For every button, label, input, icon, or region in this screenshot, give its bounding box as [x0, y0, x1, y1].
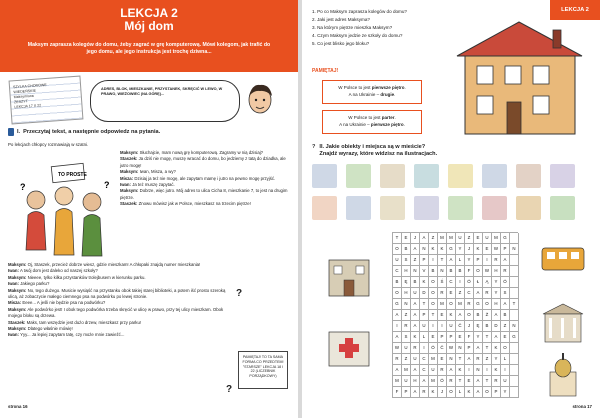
grid-letter: A	[411, 310, 420, 321]
grid-letter: Ę	[474, 321, 483, 332]
grid-letter: Ó	[501, 277, 510, 288]
grid-letter: B	[411, 277, 420, 288]
grid-letter: O	[501, 343, 510, 354]
question-item: 4. Czym Maksym jedzie ze szkoły do domu?	[312, 33, 403, 38]
grid-letter: A	[393, 310, 402, 321]
grid-letter: E	[483, 244, 492, 255]
grid-letter: U	[402, 343, 411, 354]
lesson-intro: Maksym zaprasza kolegów do domu, żeby zagrać w grę komputerową. Mówi kolegom, jak trafić do jego domu, ale jego instrukcja jest trochę dziwna...	[27, 42, 271, 55]
grid-letter: F	[465, 332, 474, 343]
grid-letter: O	[429, 277, 438, 288]
grid-letter: O	[393, 288, 402, 299]
grid-letter: I	[456, 277, 465, 288]
grid-letter: Z	[456, 288, 465, 299]
grid-letter: U	[402, 376, 411, 387]
dialog-line: Maksym: Nieeee, tylko kilka przystanków trolejbusem w kierunku parku.	[8, 274, 146, 280]
grid-letter: U	[501, 376, 510, 387]
sign-text: TO PROSTE	[58, 172, 87, 178]
exercise-number: I.	[17, 129, 21, 135]
section2-title: Jakie obiekty i miejsca są w mieście?	[325, 144, 426, 150]
dialog-line: Maksym: No, tego dużego. Musicie wysiąść na przystanku obok takiej starej biblioteki, a potem iść prosto szeroką ulicą, aż zobaczycie małego ciemnego psa na podwórku po lewej stronie.	[8, 287, 226, 300]
grid-letter: E	[474, 233, 483, 244]
bank-icon	[380, 196, 405, 220]
grid-letter: R	[438, 288, 447, 299]
grid-letter: P	[402, 387, 411, 398]
grid-letter	[510, 387, 519, 398]
objects-row-2	[312, 196, 575, 220]
library-icon	[550, 164, 575, 188]
grid-letter: U	[447, 321, 456, 332]
grid-letter: O	[474, 266, 483, 277]
grid-letter: P	[501, 244, 510, 255]
grid-letter: S	[402, 255, 411, 266]
grid-letter: O	[447, 387, 456, 398]
grid-letter: I	[501, 365, 510, 376]
grid-letter: U	[411, 288, 420, 299]
grid-letter: Y	[501, 387, 510, 398]
grid-letter: E	[501, 332, 510, 343]
grid-letter: V	[420, 266, 429, 277]
grid-letter: A	[474, 288, 483, 299]
boy-head-illustration	[244, 80, 276, 118]
house-illustration	[447, 18, 592, 138]
grid-letter: E	[438, 310, 447, 321]
grid-letter: A	[465, 354, 474, 365]
grid-letter: A	[474, 387, 483, 398]
grid-letter: A	[411, 244, 420, 255]
grid-letter: H	[411, 376, 420, 387]
notebook-line: SZYLKA CHOROWE	[12, 82, 47, 90]
grid-letter: E	[429, 332, 438, 343]
grid-letter: R	[492, 376, 501, 387]
park-icon	[550, 196, 575, 220]
grid-letter: O	[483, 299, 492, 310]
grid-letter: R	[474, 354, 483, 365]
grid-letter: A	[393, 332, 402, 343]
grid-letter: A	[501, 299, 510, 310]
grid-letter: O	[465, 310, 474, 321]
dialog-line: Staszek: Ja dziś nie mogę, muszę wracać do domu, bo jedziemy z tatą do dziadka, ale jutro mogę!	[120, 156, 286, 168]
grid-letter: T	[456, 354, 465, 365]
grid-letter: N	[420, 244, 429, 255]
grid-letter: L	[456, 387, 465, 398]
grid-letter	[510, 354, 519, 365]
dialog-line: Misza: Eeee... A jeśli nie będzie psa na podwórku?	[8, 300, 106, 306]
grid-letter: R	[393, 354, 402, 365]
question-item: 2. Jaki jest adres Maksyma?	[312, 17, 370, 22]
grid-letter: P	[474, 255, 483, 266]
grid-letter: Ł	[474, 277, 483, 288]
grid-letter: M	[438, 299, 447, 310]
grid-letter: R	[483, 288, 492, 299]
grid-letter: K	[456, 365, 465, 376]
grid-letter: Y	[492, 288, 501, 299]
notebook-line: WIEDEŃSKIE	[13, 88, 37, 95]
grid-letter: N	[438, 266, 447, 277]
theatre-illustration	[538, 300, 588, 345]
notebook-line: LEKCJA 17 X 22	[14, 103, 42, 110]
grid-letter: H	[402, 266, 411, 277]
grid-letter: I	[465, 365, 474, 376]
building-illustration	[324, 250, 374, 300]
grid-letter: D	[492, 321, 501, 332]
grid-letter: Y	[465, 255, 474, 266]
grid-letter: Y	[492, 354, 501, 365]
floor-rule-box-2: W Polsce to jest parter. A na Ukrainie – pierwsze piętro.	[322, 110, 422, 134]
notebook-line: ZESZYT	[13, 99, 28, 105]
grid-letter: P	[438, 332, 447, 343]
grid-letter: T	[483, 376, 492, 387]
grid-letter: I	[429, 255, 438, 266]
hospital-illustration	[324, 320, 374, 370]
grid-letter: N	[402, 299, 411, 310]
grid-letter: N	[510, 244, 519, 255]
grid-letter: B	[483, 321, 492, 332]
grid-letter: F	[465, 266, 474, 277]
grid-letter: M	[438, 233, 447, 244]
page-number-right: strona 17	[572, 404, 592, 409]
grid-letter: Z	[465, 233, 474, 244]
grid-letter: T	[429, 310, 438, 321]
grid-letter	[510, 233, 519, 244]
notebook-illustration	[9, 76, 84, 125]
grid-letter: R	[501, 266, 510, 277]
grid-letter: Y	[474, 332, 483, 343]
grid-letter: L	[456, 255, 465, 266]
lesson-banner	[0, 0, 298, 72]
question-mark-decoration: ?	[236, 288, 243, 299]
grid-letter: P	[420, 255, 429, 266]
building-icon	[312, 164, 337, 188]
grid-letter: A	[411, 299, 420, 310]
grid-letter: M	[429, 376, 438, 387]
grid-letter: R	[402, 321, 411, 332]
grid-letter: P	[492, 387, 501, 398]
grid-letter: A	[447, 365, 456, 376]
grid-letter: T	[438, 255, 447, 266]
grid-letter: Z	[501, 321, 510, 332]
grid-letter: A	[411, 321, 420, 332]
svg-text:?: ?	[104, 180, 110, 190]
dialog-line: Iwan: Ja też muszę zapytać.	[120, 182, 175, 188]
grid-letter	[510, 266, 519, 277]
grid-letter: D	[420, 288, 429, 299]
grid-letter: T	[393, 233, 402, 244]
grid-letter: Z	[402, 310, 411, 321]
grid-letter: U	[420, 321, 429, 332]
grid-letter: A	[474, 343, 483, 354]
grid-letter: B	[501, 310, 510, 321]
grid-letter: Z	[483, 354, 492, 365]
grid-letter: I	[438, 321, 447, 332]
grid-letter: Y	[456, 244, 465, 255]
grid-letter: W	[447, 343, 456, 354]
grid-letter: K	[474, 244, 483, 255]
grid-letter: H	[492, 299, 501, 310]
grid-letter: Z	[411, 255, 420, 266]
exercise-2-heading	[312, 144, 437, 158]
grid-letter: Ś	[438, 277, 447, 288]
grid-letter: W	[393, 343, 402, 354]
grid-letter: B	[402, 244, 411, 255]
shop-icon	[312, 196, 337, 220]
dialog-line: Maksym: Oj, Staszek, przecież dobrze wiesz, gdzie mieszkam! A chłopaki znajdą numer mieszkania!	[8, 262, 201, 267]
grid-letter: N	[456, 343, 465, 354]
cinema-icon	[414, 196, 439, 220]
grid-letter: M	[429, 354, 438, 365]
grid-letter: Ó	[465, 277, 474, 288]
question-item: 5. Co jest blisko jego bloku?	[312, 41, 370, 46]
grid-letter	[510, 255, 519, 266]
grid-letter: R	[411, 343, 420, 354]
grid-letter: Ó	[429, 343, 438, 354]
objects-row-1	[312, 164, 575, 188]
grid-letter: O	[483, 387, 492, 398]
dialog-line: Maksym: Dobrze, więc jutro. Mój adres to ulica Cicha 8, mieszkanie 7, to jest na drugim piętrze.	[120, 188, 288, 200]
lesson-number: LEKCJA 2	[120, 6, 178, 20]
grid-letter: C	[420, 365, 429, 376]
section2-number: II.	[319, 144, 325, 150]
question-item: 3. Na którym piętrze mieszka Maksym?	[312, 25, 393, 30]
grid-letter: W	[492, 244, 501, 255]
lesson-tab: LEKCJA 2	[550, 0, 600, 20]
grid-letter: O	[393, 244, 402, 255]
vocabulary-bubble: ADRES, BLOK, MIESZKANIE, PRZYSTANEK, SKRĘCIĆ W LEWO, W PRAWO, WIEŻOWIEC (NA GÓRĘ)...	[90, 80, 240, 122]
grid-letter: G	[393, 299, 402, 310]
grid-letter: T	[420, 299, 429, 310]
grid-letter	[510, 277, 519, 288]
question-item: 1. Po co Maksym zaprasza kolegów do domu?	[312, 9, 407, 14]
grid-letter: B	[429, 266, 438, 277]
dialog-part-2	[8, 262, 288, 339]
ambulance-icon	[346, 196, 371, 220]
grid-letter: M	[393, 376, 402, 387]
grid-letter: U	[483, 233, 492, 244]
notebook-line: Maksymowa	[13, 93, 34, 100]
dialog-line: Misza: Dzisiaj ja też nie mogę, ale zapytam mamę i jutro na pewno mogę przyjść.	[120, 175, 276, 181]
grid-letter: R	[438, 365, 447, 376]
grid-letter: I	[420, 343, 429, 354]
grid-letter: A	[474, 376, 483, 387]
grid-letter: S	[402, 332, 411, 343]
grid-letter: Ż	[483, 310, 492, 321]
grid-letter: T	[456, 376, 465, 387]
svg-text:?: ?	[20, 182, 26, 192]
grid-letter: B	[456, 266, 465, 277]
dialog-line: Iwan: Jakiego parku?	[8, 281, 50, 287]
grid-letter: Z	[402, 354, 411, 365]
grid-letter: Ę	[402, 277, 411, 288]
grid-letter: Ą	[483, 277, 492, 288]
children-illustration	[12, 160, 117, 260]
grid-letter: M	[456, 299, 465, 310]
grid-letter: I	[483, 255, 492, 266]
grid-letter: K	[447, 310, 456, 321]
bus-stop-icon	[482, 164, 507, 188]
grid-letter: Č	[456, 321, 465, 332]
grid-letter: G	[474, 299, 483, 310]
grid-letter: P	[447, 332, 456, 343]
dialog-part-1	[120, 150, 288, 208]
grid-letter	[510, 343, 519, 354]
grid-letter: K	[438, 244, 447, 255]
grid-letter: I	[483, 365, 492, 376]
grid-letter: L	[420, 332, 429, 343]
grid-letter: A	[420, 233, 429, 244]
dialog-line: Staszek: Znowu mówisz jak w Polsce, mieszkasz na trzecim piętrze!	[120, 201, 251, 207]
grid-letter: A	[501, 255, 510, 266]
grid-letter: A	[411, 387, 420, 398]
section2-subtitle: Znajdź wyrazy, które widzisz na ilustracjach.	[319, 151, 438, 157]
left-page	[0, 0, 298, 418]
grid-letter: A	[420, 376, 429, 387]
grid-letter: M	[492, 233, 501, 244]
grid-letter: R	[420, 387, 429, 398]
grid-letter: B	[474, 310, 483, 321]
grid-letter: C	[465, 288, 474, 299]
grid-letter: Z	[429, 233, 438, 244]
grid-letter: U	[429, 365, 438, 376]
grid-letter: K	[429, 244, 438, 255]
grid-letter: U	[393, 255, 402, 266]
grid-letter: J	[465, 244, 474, 255]
grid-letter: G	[501, 233, 510, 244]
grid-letter: C	[447, 277, 456, 288]
question-icon: ?	[312, 144, 316, 150]
grid-letter: T	[510, 299, 519, 310]
grid-letter: A	[393, 365, 402, 376]
exercise-title: Przeczytaj tekst, a następnie odpowiedz na pytania.	[23, 129, 161, 135]
grid-letter: W	[483, 266, 492, 277]
school-icon	[482, 196, 507, 220]
grid-letter: U	[411, 354, 420, 365]
page-number-left: strona 16	[8, 404, 28, 409]
grid-letter: R	[492, 255, 501, 266]
exercise-book-icon	[8, 128, 14, 136]
grid-letter: C	[393, 266, 402, 277]
grid-letter: E	[465, 376, 474, 387]
grid-letter: K	[411, 332, 420, 343]
grid-letter: I	[393, 321, 402, 332]
grid-letter: H	[492, 266, 501, 277]
grid-letter: K	[429, 387, 438, 398]
remember-note: PAMIĘTAJ! TO TA SAMA FORMA CO PRZEDTEM! "STARSZE" LEKCJA 18 I 22 (LICZEBNIK PORZĄDKOWY)	[238, 351, 288, 389]
grid-letter: M	[402, 365, 411, 376]
grid-letter: C	[420, 354, 429, 365]
tram-illustration	[538, 240, 588, 280]
remember-label: PAMIĘTAJ!	[312, 68, 339, 74]
grid-letter: S	[501, 288, 510, 299]
grid-letter: N	[447, 354, 456, 365]
grid-letter: A	[492, 332, 501, 343]
grid-letter: O	[429, 299, 438, 310]
church-illustration	[538, 350, 588, 400]
grid-letter: J	[411, 233, 420, 244]
grid-letter: N	[474, 365, 483, 376]
word-search-grid	[392, 232, 518, 398]
grid-letter: J	[438, 387, 447, 398]
scene-note: Po lekcjach chłopcy rozmawiają w szatni.	[8, 142, 89, 147]
question-mark-decoration: ?	[226, 384, 233, 395]
grid-letter: E	[456, 332, 465, 343]
grid-letter	[510, 288, 519, 299]
grid-letter: E	[402, 233, 411, 244]
grid-letter: H	[402, 288, 411, 299]
grid-letter: B	[393, 277, 402, 288]
pharmacy-icon	[448, 196, 473, 220]
right-page	[302, 0, 600, 418]
grid-letter: L	[501, 354, 510, 365]
grid-letter: F	[393, 387, 402, 398]
grid-letter	[510, 310, 519, 321]
grid-letter: M	[447, 233, 456, 244]
word-search-cells	[392, 232, 518, 398]
dialog-line: Maksym: Słuchajcie, mam nową grę komputerową. Zagramy w nią dzisiaj?	[120, 150, 264, 155]
dialog-line: Iwan: Yyy... Ja lepiej zapytam tatę, czy może mnie zawieźć...	[8, 332, 125, 338]
grid-letter: K	[492, 343, 501, 354]
grid-letter: P	[465, 343, 474, 354]
grid-letter: T	[483, 343, 492, 354]
lesson-title: Mój dom	[124, 19, 174, 33]
tree-icon	[346, 164, 371, 188]
grid-letter: Y	[492, 277, 501, 288]
grid-letter: G	[510, 332, 519, 343]
grid-letter: T	[483, 332, 492, 343]
grid-letter: A	[447, 255, 456, 266]
grid-letter: O	[447, 299, 456, 310]
floor-rule-box-1: W Polsce to jest pierwsze piętro. A na Ukrainie – drugie.	[322, 80, 422, 104]
church-icon	[516, 196, 541, 220]
grid-letter: E	[438, 354, 447, 365]
grid-letter: E	[447, 288, 456, 299]
museum-icon	[380, 164, 405, 188]
doctor-icon	[414, 164, 439, 188]
grid-letter: R	[447, 376, 456, 387]
grid-letter	[510, 365, 519, 376]
grid-letter: Ó	[438, 376, 447, 387]
exercise-1-heading	[8, 128, 160, 136]
dialog-line: Maksym: Ale podwórko jest! I obok tego podwórka trzeba skręcić w ulicę w prawo, przy tej ulicy mieszkam. Obok mojego bloku są drzewa.	[8, 306, 224, 319]
theatre-icon	[448, 164, 473, 188]
grid-letter: A	[411, 365, 420, 376]
dialog-line: Iwan: A twój dom jest daleko od naszej szkoły?	[8, 268, 98, 274]
dialog-line: Maksym: Dlatego właśnie mówię!	[8, 326, 73, 332]
grid-letter: B	[447, 266, 456, 277]
dialog-line: Maksym: Iwan, Misza, a wy?	[120, 169, 176, 175]
grid-letter: A	[492, 310, 501, 321]
grid-letter: A	[456, 310, 465, 321]
grid-letter: U	[456, 233, 465, 244]
grid-letter: N	[510, 321, 519, 332]
grid-letter: Č	[438, 343, 447, 354]
grid-letter: P	[420, 310, 429, 321]
dialog-line: Staszek: Maks, tam wszędzie jest dużo drzew, mieszkasz przy parku!	[8, 319, 142, 325]
grid-letter: R	[465, 299, 474, 310]
grid-letter: I	[429, 321, 438, 332]
grid-letter: G	[447, 244, 456, 255]
grid-letter: N	[411, 266, 420, 277]
grid-letter: K	[492, 365, 501, 376]
grid-letter: K	[420, 277, 429, 288]
grid-letter: O	[429, 288, 438, 299]
grid-letter	[510, 376, 519, 387]
grid-letter: K	[465, 387, 474, 398]
blocks-icon	[516, 164, 541, 188]
grid-letter: J	[465, 321, 474, 332]
